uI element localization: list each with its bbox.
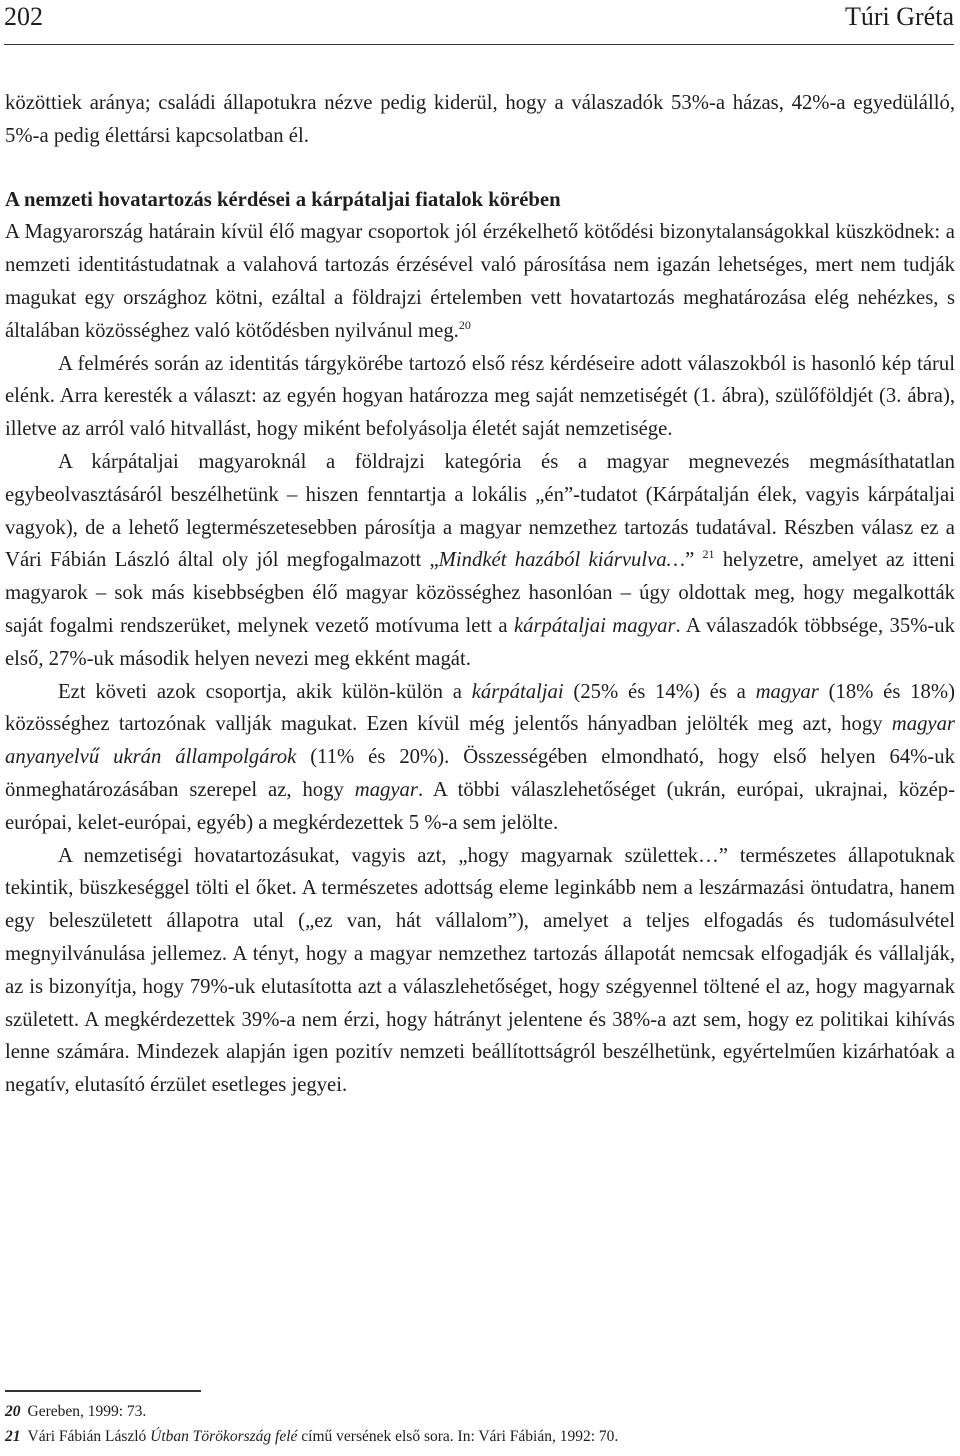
footnote-number: 21 [5,1428,21,1445]
footnote-ref-20[interactable]: 20 [458,317,471,332]
footnotes [5,1399,955,1449]
section-gap [5,153,955,184]
page-header [4,0,954,44]
text-run: A kárpátaljai magyaroknál a földrajzi kategória és a magyar megnevezés megmásíthatatlan egybeolvasztásáról beszélhetünk – hiszen fenntartja a lokális „én”-tudatot (Kárpátalján élek, vagyis kárpátaljai vagyok), de a lehető legtermészetesebben párosítja a magyar nemzethez tartozás tudatával. Részben válasz ez a Vári Fábián László által oly jól megfogalmazott „ [5,450,955,572]
body-text [5,87,955,1102]
running-head: Túri Gréta [844,2,954,31]
footnote-rule [5,1390,201,1392]
emphasis-term: magyar anyanyelvű ukrán állampolgárok [5,713,955,769]
text-run: ” [685,549,703,572]
text-run: helyzetre, amelyet az itteni magyarok – sok más kisebbségben élő magyar közösséghez hasonlóan – úgy oldottak meg, hogy megalkották saját fogalmi rendszerüket, melynek vezető motívuma lett a [5,549,955,637]
text-run: (11% és 20%). Összességében elmondható, hogy első helyen 64%-uk önmeghatározásában szerepel az, hogy [5,746,955,801]
footnote-text: című versének első sora. In: Vári Fábián, 1992: 70. [297,1428,619,1445]
header-rule [4,44,954,45]
emphasis-quote: Mindkét hazából kiárvulva… [438,549,686,572]
footnote-ref-21[interactable]: 21 [702,547,715,562]
text-run: Ezt követi azok csoportja, akik külön-külön a [58,680,472,703]
footnote-21 [5,1424,955,1449]
footnote-text: Gereben, 1999: 73. [27,1403,147,1420]
text-run: (18% és 18%) közösséghez tartozónak vallják magukat. Ezen kívül még jelentős hányadban jelölték meg azt, hogy [5,680,955,736]
emphasis-term: kárpátaljai magyar [513,614,676,637]
paragraph-1 [5,216,955,347]
emphasis-term: magyar [755,680,819,703]
footnote-number: 20 [5,1403,21,1420]
emphasis-term: kárpátaljai [471,680,564,703]
paragraph-4 [5,676,955,840]
paragraph-2: A felmérés során az identitás tárgykörébe tartozó első rész kérdéseire adott válaszokból is hasonló kép tárul elénk. Arra keresték a választ: az egyén hogyan határozza meg saját nemzetiségét (1. ábra), szülőföldjét (3. ábra), illetve az arról való hitvallást, hogy miként befolyásolja életét saját nemzetisége. [5,352,955,441]
paragraph-3 [5,446,955,676]
text-run: . A válaszadók többsége, 35%-uk első, 27%-uk második helyen nevezi meg ekként magát. [5,614,955,670]
text-run: (25% és 14%) és a [563,680,756,703]
footnote-work-title: Útban Törökország felé [150,1428,298,1445]
emphasis-term: magyar [354,778,418,801]
section-heading: A nemzeti hovatartozás kérdései a kárpátaljai fiatalok körében [5,188,561,211]
page-number: 202 [4,2,43,31]
paragraph-1-text: A Magyarország határain kívül élő magyar csoportok jól érzékelhető kötődési bizonytalanságokkal küszködnek: a nemzeti identitástudatnak a valahová tartozás érzésével való párosítása nem igazán lehetséges, mert nem tudják magukat egy országhoz kötni, ezáltal a földrajzi értelemben vett hovatartozás meghatározása elég nehézkes, s általában közösséghez való kötődésben nyilvánul meg. [5,221,955,342]
paragraph-5: A nemzetiségi hovatartozásukat, vagyis azt, „hogy magyarnak születtek…” természetes állapotuknak tekintik, büszkeséggel tölti el őket. A természetes adottság eleme leginkább nem a leszármazási öntudatra, hanem egy beleszületett állapotra utal („ez van, hát vállalom”), amelyet a teljes elfogadás és tudomásulvétel megnyilvánulása jellemez. A tényt, hogy a magyar nemzethez tartozás állapotát nemcsak elfogadják és vállalják, az is bizonyítja, hogy 79%-uk elutasította azt a válaszlehetőséget, hogy szégyennel töltené el az, hogy magyarnak született. A megkérdezettek 39%-a nem érzi, hogy hátrányt jelentene és 38%-a azt sem, hogy ez politikai kihívás lenne számára. Mindezek alapján igen pozitív nemzeti beállítottságról beszélhetünk, egyértelműen kizárhatóak a negatív, elutasító érzület esetleges jegyei. [5,844,955,1097]
footnote-20 [5,1399,955,1424]
paragraph-intro: közöttiek aránya; családi állapotukra nézve pedig kiderül, hogy a válaszadók 53%-a házas, 42%-a egyedülálló, 5%-a pedig élettársi kapcsolatban él. [5,92,955,147]
text-run: . A többi válaszlehetőséget (ukrán, európai, ukrajnai, közép-európai, kelet-európai, egyéb) a megkérdezettek 5 %-a sem jelölte. [5,778,955,834]
footnote-text: Vári Fábián László [27,1428,151,1445]
